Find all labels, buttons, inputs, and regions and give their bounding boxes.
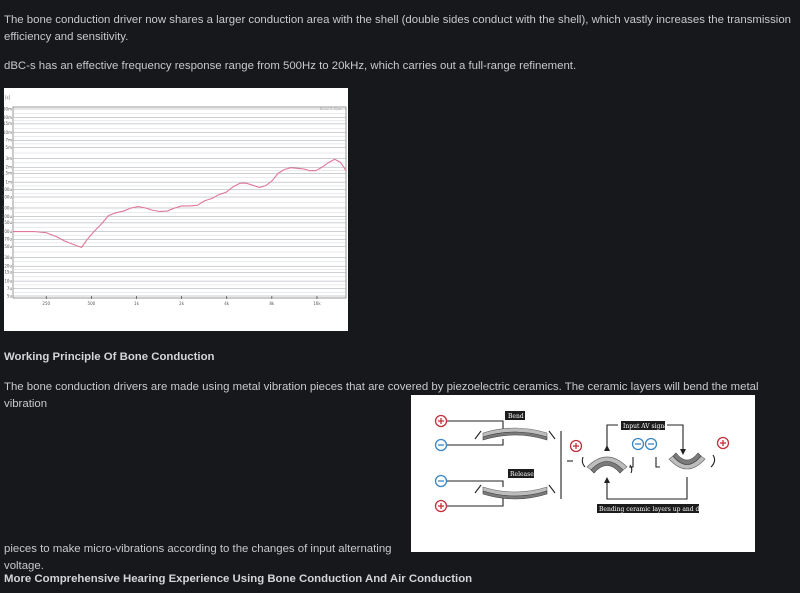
input-av-label: Input AV signal xyxy=(623,423,670,430)
y-tick-label: 20u xyxy=(4,263,12,269)
arrow-head-up-bottom-icon xyxy=(604,477,610,483)
hearing-experience-heading: More Comprehensive Hearing Experience Using Bone Conduction And Air Conduction xyxy=(4,573,473,585)
response-curve-line xyxy=(13,159,346,247)
plus-symbol-bottom-left-icon xyxy=(436,501,447,512)
y-tick-label: 1m xyxy=(5,179,12,185)
arched-plate-icon xyxy=(582,457,631,473)
y-tick-label: 20m xyxy=(3,115,12,121)
x-tick-label: 4k xyxy=(224,301,230,306)
arrow-up-left xyxy=(607,425,618,449)
arrow-head-down-icon xyxy=(680,449,686,455)
y-tick-label: 70u xyxy=(4,236,12,242)
x-tick-label: 1k xyxy=(134,301,139,306)
x-tick-label: 500 xyxy=(87,301,96,306)
wire-mid-2 xyxy=(656,457,660,467)
minus-pair-icon xyxy=(633,439,657,450)
y-tick-label: 7m xyxy=(5,137,12,143)
y-tick-label: 700u xyxy=(1,187,12,193)
working-principle-heading: Working Principle Of Bone Conduction xyxy=(4,351,215,363)
minus-symbol-lower-left-icon xyxy=(436,476,447,487)
bone-conduction-diagram xyxy=(411,395,755,552)
wire-top-minus xyxy=(447,439,503,445)
bone-conduction-diagram-svg xyxy=(411,395,755,552)
y-tick-label: 100u xyxy=(1,228,12,234)
principle-paragraph-line2: pieces to make micro-vibrations according to the changes of input alternating voltage. xyxy=(4,543,392,572)
x-tick-label: 2k xyxy=(179,301,185,306)
y-tick-label: 30u xyxy=(4,254,12,260)
y-tick-label: 15m xyxy=(3,121,12,127)
y-tick-label: 10m xyxy=(3,129,12,135)
y-tick-label: 3m xyxy=(5,155,12,161)
arrow-head-up-icon xyxy=(604,445,610,451)
frequency-response-chart-svg xyxy=(1,88,348,331)
y-tick-label: 150u xyxy=(1,220,12,226)
intro-paragraph: The bone conduction driver now shares a larger conduction area with the shell (double sides conduct with the shell), which vastly increases the transmission efficiency and sensitivity. xyxy=(4,14,791,43)
y-tick-label: 300u xyxy=(1,205,12,211)
release-plate-icon xyxy=(475,485,555,499)
frequency-range-paragraph: dBC-s has an effective frequency response range from 500Hz to 20kHz, which carries out a full-range refinement. xyxy=(4,60,577,72)
y-tick-label: 15u xyxy=(4,269,12,275)
y-tick-label: 10u xyxy=(4,278,12,284)
y-tick-label: 500u xyxy=(1,194,12,200)
y-tick-label: 200u xyxy=(1,214,12,220)
y-tick-label: 5m xyxy=(5,144,12,150)
chart-watermark: Brüel & Kjær xyxy=(319,107,342,111)
x-tick-label: 250 xyxy=(42,301,51,306)
bend-label: Bend xyxy=(508,413,524,420)
minus-symbol-upper-left-icon xyxy=(436,440,447,451)
bottom-loop-wire xyxy=(607,477,687,499)
plus-symbol-middle-icon xyxy=(571,441,582,452)
frequency-response-chart xyxy=(1,88,348,331)
bending-label: Bending ceramic layers up and down xyxy=(599,506,712,513)
y-tick-label: 7u xyxy=(6,286,12,292)
plus-symbol-right-icon xyxy=(718,438,729,449)
x-tick-label: 8k xyxy=(269,301,275,306)
y-tick-label: 30m xyxy=(3,106,12,112)
x-tick-label: 16k xyxy=(313,301,321,306)
v-shaped-plate-icon xyxy=(669,453,715,469)
plus-symbol-top-left-icon xyxy=(436,416,447,427)
y-unit-label: [s] xyxy=(5,95,11,100)
y-tick-label: 2m xyxy=(5,164,12,170)
y-tick-label: 5u xyxy=(6,293,12,299)
principle-paragraph-line1: The bone conduction drivers are made using metal vibration pieces that are covered by piezoelectric ceramics. The ceramic layers will bend the metal vibration xyxy=(4,381,759,410)
release-label: Release xyxy=(510,471,534,478)
y-tick-label: 50u xyxy=(4,243,12,249)
wire-bottom-minus xyxy=(447,481,503,487)
bend-plate-icon xyxy=(475,428,555,440)
y-tick-label: 1.5m xyxy=(1,170,12,176)
